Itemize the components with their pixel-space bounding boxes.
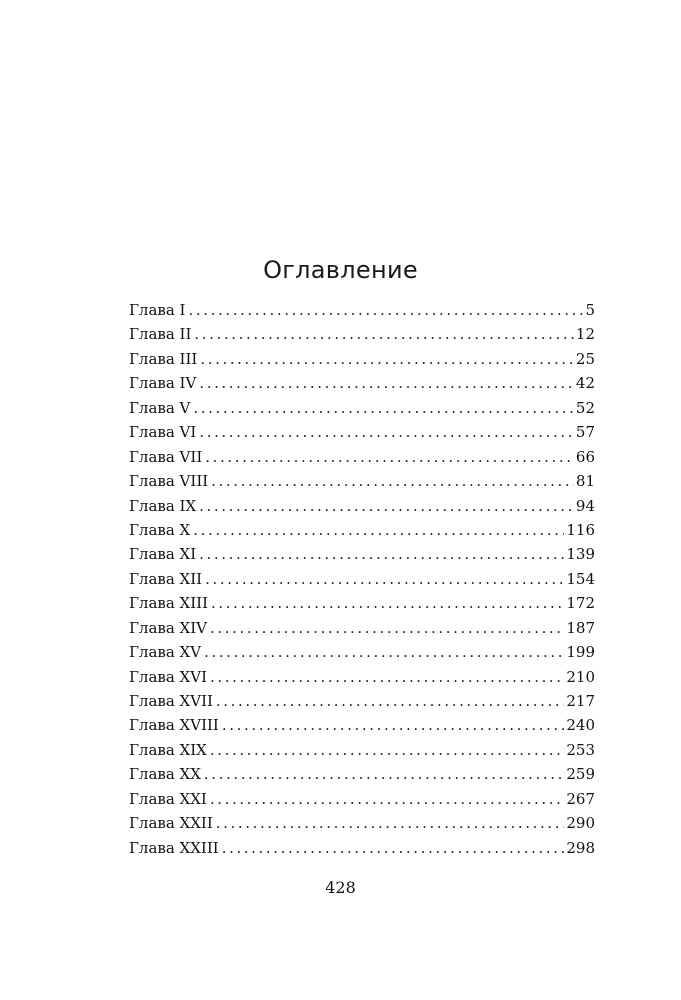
toc-dot-leader	[199, 420, 574, 444]
toc-entry-page: 210	[566, 667, 595, 686]
toc-dot-leader	[210, 738, 565, 762]
toc-entry	[129, 616, 595, 640]
toc-entry	[129, 567, 595, 591]
toc-entry-page: 81	[575, 472, 595, 491]
toc-entry-page: 66	[575, 447, 595, 466]
toc-entry	[129, 787, 595, 811]
toc-dot-leader	[222, 713, 565, 737]
toc-entry-page: 253	[566, 740, 595, 759]
toc-entry-label: Глава I	[129, 301, 186, 319]
toc-entry	[129, 762, 595, 786]
toc-entry	[129, 494, 595, 518]
toc-dot-leader	[211, 469, 574, 493]
toc-entry-label: Глава XII	[129, 569, 203, 588]
toc-entry-page: 259	[566, 765, 595, 784]
toc-entry-page: 25	[575, 349, 595, 368]
toc-dot-leader	[216, 689, 564, 713]
toc-entry	[129, 738, 595, 762]
toc-entry-label: Глава XVIII	[129, 716, 219, 735]
toc-entry-label: Глава X	[129, 520, 191, 539]
table-of-contents	[129, 298, 595, 860]
toc-entry-label: Глава III	[129, 349, 198, 368]
toc-dot-leader	[188, 298, 583, 322]
toc-entry-label: Глава V	[129, 398, 191, 417]
toc-entry-page: 187	[566, 618, 595, 637]
toc-entry-page: 298	[566, 838, 595, 857]
page-number: 428	[325, 878, 356, 897]
toc-entry-label: Глава IX	[129, 496, 197, 515]
toc-dot-leader	[193, 396, 574, 420]
toc-entry	[129, 640, 595, 664]
toc-dot-leader	[204, 640, 564, 664]
toc-entry	[129, 518, 595, 542]
toc-dot-leader	[193, 518, 564, 542]
toc-entry-label: Глава XIV	[129, 618, 207, 637]
toc-entry	[129, 689, 595, 713]
toc-entry-page: 52	[575, 398, 595, 417]
toc-entry-page: 290	[566, 814, 595, 833]
toc-entry-label: Глава VIII	[129, 472, 209, 491]
toc-dot-leader	[194, 322, 573, 346]
toc-entry-label: Глава VII	[129, 447, 203, 466]
toc-entry-label: Глава XIX	[129, 740, 207, 759]
toc-entry-page: 94	[575, 496, 595, 515]
toc-entry-label: Глава VI	[129, 423, 197, 442]
toc-entry	[129, 542, 595, 566]
toc-dot-leader	[204, 762, 564, 786]
toc-entry	[129, 371, 595, 395]
toc-entry-label: Глава XVII	[129, 692, 213, 710]
toc-entry-label: Глава XI	[129, 545, 197, 564]
toc-dot-leader	[199, 542, 564, 566]
toc-entry	[129, 665, 595, 689]
toc-dot-leader	[200, 347, 574, 371]
toc-entry-page: 57	[575, 423, 595, 442]
toc-entry-page: 240	[566, 716, 595, 735]
toc-entry	[129, 836, 595, 860]
toc-entry	[129, 420, 595, 444]
toc-entry	[129, 322, 595, 346]
toc-entry	[129, 591, 595, 615]
toc-dot-leader	[222, 836, 565, 860]
toc-entry-page: 217	[566, 692, 595, 710]
toc-entry-page: 267	[566, 789, 595, 808]
toc-dot-leader	[216, 811, 565, 835]
toc-entry-page: 139	[566, 545, 595, 564]
toc-dot-leader	[199, 371, 574, 395]
toc-entry	[129, 469, 595, 493]
toc-entry	[129, 298, 595, 322]
toc-entry-label: Глава XVI	[129, 667, 207, 686]
toc-entry-page: 154	[566, 569, 595, 588]
toc-entry-label: Глава II	[129, 325, 192, 344]
toc-entry-label: Глава XXII	[129, 814, 213, 833]
toc-entry-label: Глава XX	[129, 765, 201, 784]
toc-entry	[129, 811, 595, 835]
toc-dot-leader	[205, 567, 564, 591]
toc-entry-label: Глава XIII	[129, 594, 209, 613]
toc-dot-leader	[199, 494, 574, 518]
toc-dot-leader	[210, 616, 564, 640]
toc-entry-page: 172	[566, 594, 595, 613]
toc-dot-leader	[210, 787, 565, 811]
toc-entry-page: 5	[585, 301, 595, 319]
page-title: Оглавление	[263, 256, 418, 284]
toc-entry-label: Глава IV	[129, 374, 197, 393]
toc-dot-leader	[211, 591, 564, 615]
toc-entry-page: 116	[566, 520, 595, 539]
toc-entry-page: 42	[575, 374, 595, 393]
toc-entry-page: 12	[575, 325, 595, 344]
toc-entry	[129, 445, 595, 469]
toc-dot-leader	[205, 445, 574, 469]
toc-entry-label: Глава XV	[129, 643, 202, 662]
toc-entry-label: Глава XXIII	[129, 838, 219, 857]
toc-entry-page: 199	[566, 643, 595, 662]
toc-dot-leader	[210, 665, 564, 689]
toc-entry-label: Глава XXI	[129, 789, 207, 808]
toc-entry	[129, 713, 595, 737]
toc-entry	[129, 347, 595, 371]
toc-entry	[129, 396, 595, 420]
